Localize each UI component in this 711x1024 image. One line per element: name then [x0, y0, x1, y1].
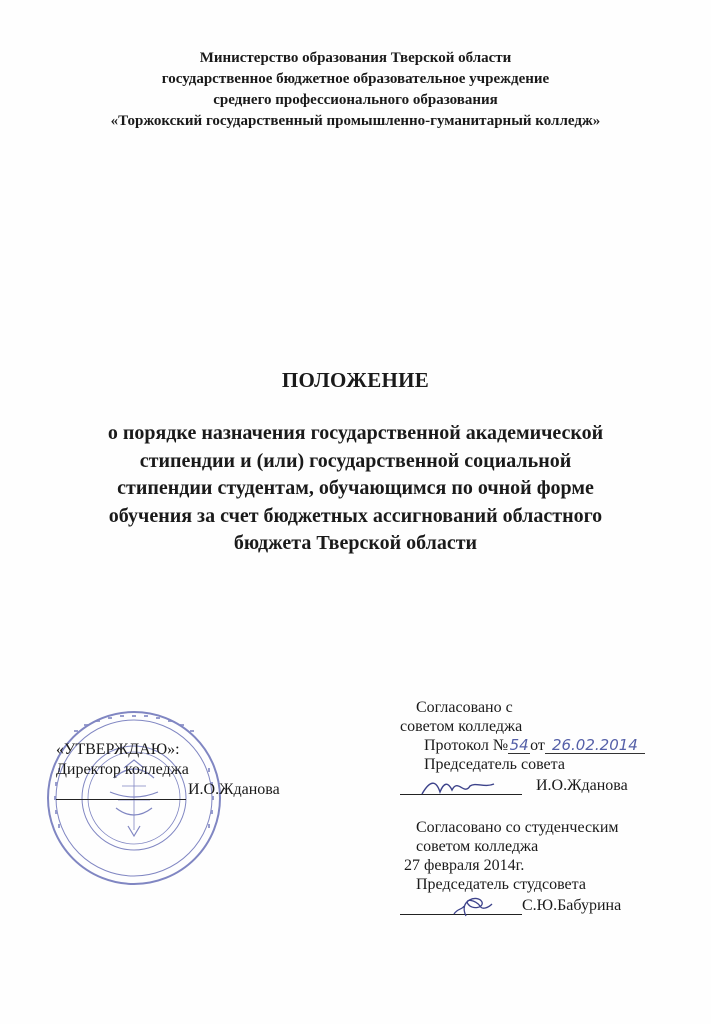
council-chair-name: И.О.Жданова — [536, 777, 628, 794]
council-chair-label: Председатель совета — [424, 756, 565, 773]
document-header — [0, 48, 711, 132]
subtitle-line: стипендии и (или) государственной социальной — [139, 449, 572, 472]
agreement-students-line2: советом колледжа — [416, 838, 539, 855]
subtitle-line: обучения за счет бюджетных ассигнований областного — [108, 504, 603, 527]
agreement-students-line1: Согласовано со студенческим — [416, 819, 619, 836]
agreement-council-line2: советом колледжа — [400, 718, 523, 735]
approval-title: «УТВЕРЖДАЮ»: — [56, 741, 180, 758]
student-chair-signature — [400, 894, 522, 915]
document-subtitle — [0, 420, 711, 558]
handwritten-signature-icon — [418, 774, 498, 800]
protocol-number: 54 — [509, 736, 529, 754]
header-ministry: Министерство образования Тверской области — [199, 50, 512, 66]
approval-name: И.О.Жданова — [188, 781, 280, 798]
protocol-line — [400, 736, 645, 755]
signature-underline — [56, 783, 186, 800]
council-chair-signature — [400, 774, 522, 795]
header-college-name: «Торжокский государственный промышленно-гуманитарный колледж» — [110, 113, 601, 129]
header-education-level: среднего профессионального образования — [213, 92, 498, 108]
council-chair-signature-row — [400, 774, 645, 795]
subtitle-line: о порядке назначения государственной академической — [107, 422, 604, 444]
approval-signature-line — [56, 780, 306, 800]
agreement-council-block — [400, 698, 645, 795]
subtitle-line: бюджета Тверской области — [233, 532, 478, 554]
protocol-prefix: Протокол № — [424, 737, 509, 754]
handwritten-signature-icon — [418, 892, 498, 920]
student-chair-signature-row — [400, 894, 621, 915]
agreement-students-block — [400, 818, 621, 915]
protocol-date: 26.02.2014 — [545, 737, 645, 754]
approval-block — [56, 740, 306, 800]
agreement-students-date: 27 февраля 2014г. — [404, 857, 525, 874]
protocol-from: от — [530, 737, 545, 754]
student-chair-label: Председатель студсовета — [416, 876, 586, 893]
agreement-council-line1: Согласовано с — [416, 699, 513, 716]
document-title: ПОЛОЖЕНИЕ — [281, 368, 430, 392]
approval-position: Директор колледжа — [56, 761, 189, 778]
header-institution-type: государственное бюджетное образовательное учреждение — [161, 71, 550, 87]
subtitle-line: стипендии студентам, обучающимся по очной форме — [117, 477, 594, 499]
student-chair-name: С.Ю.Бабурина — [522, 897, 622, 914]
